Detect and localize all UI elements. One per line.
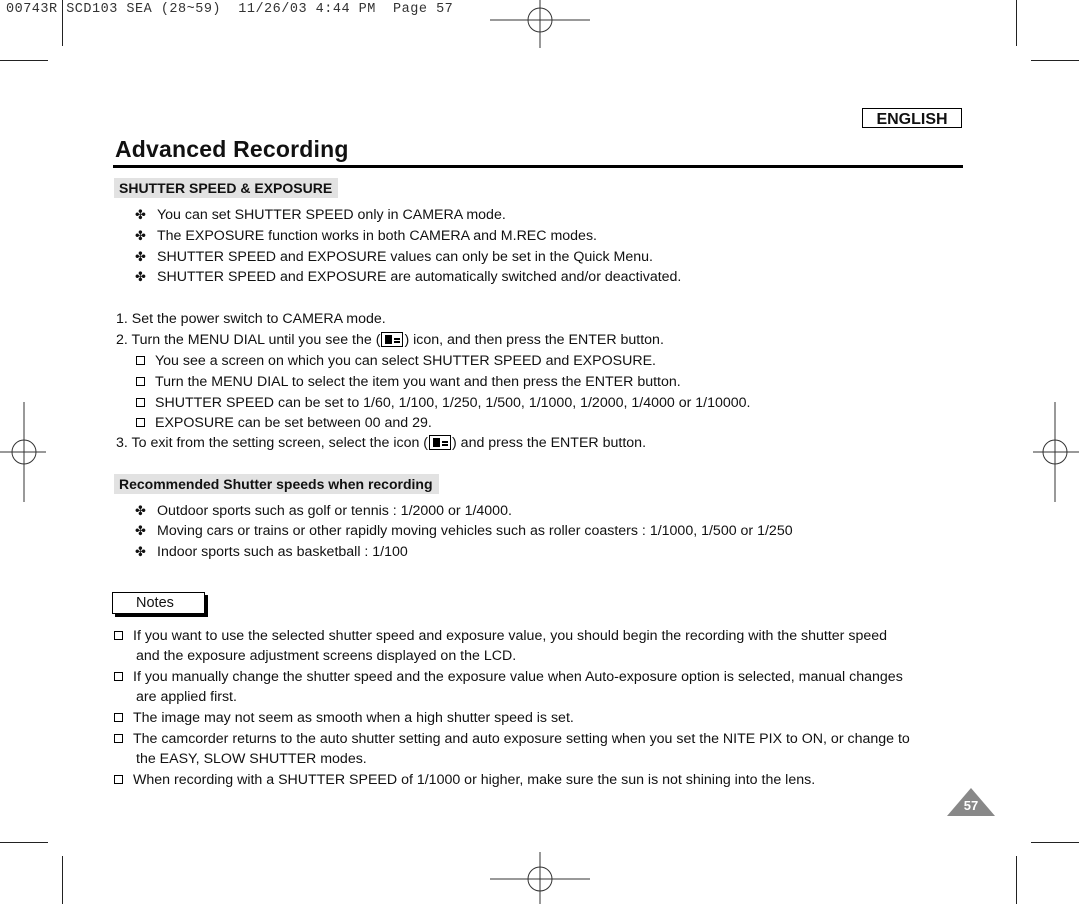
cross-bullet-icon: ✤ [135, 207, 146, 222]
menu-dial-icon [429, 435, 451, 450]
note-item-continued: the EASY, SLOW SHUTTER modes. [136, 751, 367, 767]
crop-mark [0, 842, 48, 843]
square-bullet-icon [114, 631, 123, 640]
square-bullet-icon [136, 398, 145, 407]
crop-mark [1031, 60, 1079, 61]
note-item-continued: and the exposure adjustment screens displayed on the LCD. [136, 648, 517, 664]
registration-mark-icon [1033, 402, 1079, 502]
title-divider [113, 165, 963, 168]
crop-mark [0, 60, 48, 61]
list-item: EXPOSURE can be set between 00 and 29. [136, 414, 432, 432]
square-bullet-icon [114, 713, 123, 722]
cross-bullet-icon: ✤ [135, 523, 146, 538]
menu-dial-icon [381, 332, 403, 347]
list-item: ✤ The EXPOSURE function works in both CAMERA and M.REC modes. [135, 228, 597, 244]
square-bullet-icon [136, 356, 145, 365]
section-heading-recommended-speeds: Recommended Shutter speeds when recording [114, 474, 439, 494]
cross-bullet-icon: ✤ [135, 249, 146, 264]
square-bullet-icon [114, 672, 123, 681]
page-number: 57 [963, 798, 979, 813]
note-item: The camcorder returns to the auto shutter setting and auto exposure setting when you set the NITE PIX to ON, or change to [114, 730, 910, 748]
note-item: If you want to use the selected shutter speed and exposure value, you should begin the recording with the shutter speed [114, 627, 887, 645]
crop-mark [62, 856, 63, 904]
crop-mark [1016, 856, 1017, 904]
list-item: ✤ Indoor sports such as basketball : 1/100 [135, 544, 408, 560]
square-bullet-icon [114, 775, 123, 784]
list-item: ✤ You can set SHUTTER SPEED only in CAMERA mode. [135, 207, 506, 223]
note-item: If you manually change the shutter speed and the exposure value when Auto-exposure option is selected, manual changes [114, 668, 903, 686]
crop-mark [1016, 0, 1017, 46]
section-heading-shutter-exposure: SHUTTER SPEED & EXPOSURE [114, 178, 338, 198]
notes-label: Notes [112, 592, 205, 614]
list-item: ✤ SHUTTER SPEED and EXPOSURE values can only be set in the Quick Menu. [135, 249, 653, 265]
square-bullet-icon [114, 734, 123, 743]
list-item: You see a screen on which you can select SHUTTER SPEED and EXPOSURE. [136, 352, 656, 370]
registration-mark-icon [490, 852, 590, 904]
step-1: 1. Set the power switch to CAMERA mode. [116, 311, 386, 327]
note-item: When recording with a SHUTTER SPEED of 1/1000 or higher, make sure the sun is not shining into the lens. [114, 771, 815, 789]
step-3: 3. To exit from the setting screen, select the icon ( ) and press the ENTER button. [116, 435, 647, 451]
list-item: SHUTTER SPEED can be set to 1/60, 1/100, 1/250, 1/500, 1/1000, 1/2000, 1/4000 or 1/10000. [136, 394, 751, 412]
cross-bullet-icon: ✤ [135, 269, 146, 284]
square-bullet-icon [136, 377, 145, 386]
square-bullet-icon [136, 418, 145, 427]
crop-mark [1031, 842, 1079, 843]
list-item: ✤ SHUTTER SPEED and EXPOSURE are automatically switched and/or deactivated. [135, 269, 682, 285]
list-item: ✤ Outdoor sports such as golf or tennis : 1/2000 or 1/4000. [135, 503, 512, 519]
cross-bullet-icon: ✤ [135, 544, 146, 559]
registration-mark-icon [0, 402, 46, 502]
print-header: 00743R SCD103 SEA (28~59) 11/26/03 4:44 PM Page 57 [6, 2, 454, 17]
registration-mark-icon [490, 0, 590, 48]
cross-bullet-icon: ✤ [135, 503, 146, 518]
language-label: ENGLISH [862, 108, 962, 128]
note-item-continued: are applied first. [136, 689, 237, 705]
cross-bullet-icon: ✤ [135, 228, 146, 243]
page-title: Advanced Recording [115, 136, 349, 162]
list-item: ✤ Moving cars or trains or other rapidly moving vehicles such as roller coasters : 1/1000, 1/500 or 1/250 [135, 523, 793, 539]
step-2: 2. Turn the MENU DIAL until you see the ( ) icon, and then press the ENTER button. [116, 332, 664, 348]
note-item: The image may not seem as smooth when a high shutter speed is set. [114, 709, 574, 727]
list-item: Turn the MENU DIAL to select the item you want and then press the ENTER button. [136, 373, 681, 391]
